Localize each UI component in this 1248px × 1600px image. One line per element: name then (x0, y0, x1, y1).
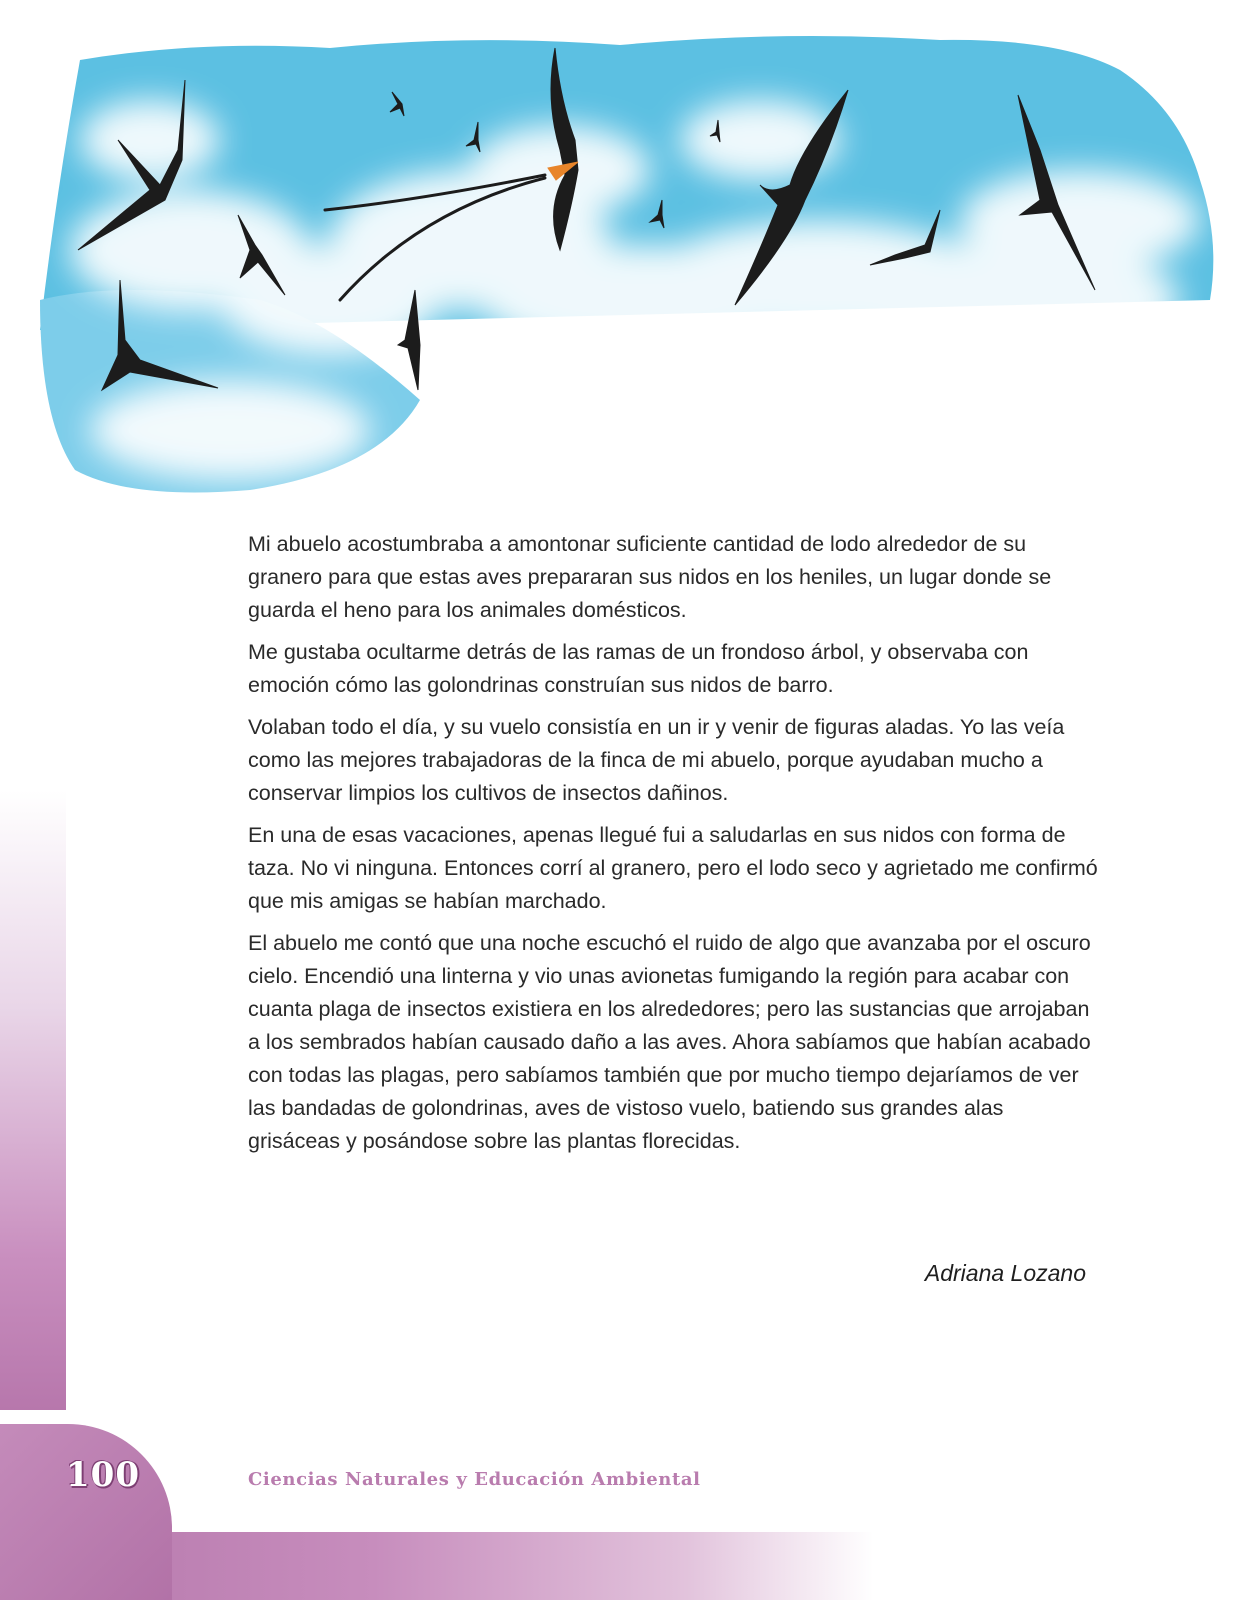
story-paragraph: En una de esas vacaciones, apenas llegué fui a saludarlas en sus nidos con forma de taza. No vi ninguna. Entonces corrí al granero, pero el lodo seco y agrietado me confirmó que mis amigas se habían marchado. (248, 823, 1098, 913)
story-paragraph: Mi abuelo acostumbraba a amontonar suficiente cantidad de lodo alrededor de su granero para que estas aves prepararan sus nidos en los heniles, un lugar donde se guarda el heno para los animales domésticos. (248, 532, 1052, 622)
book-title: Ciencias Naturales y Educación Ambiental (248, 1469, 701, 1490)
story-paragraph: El abuelo me contó que una noche escuchó el ruido de algo que avanzaba por el oscuro cielo. Encendió una linterna y vio unas avionetas fumigando la región para acabar con cuanta plaga de insectos existiera en los alrededores; pero las sustancias que arrojaban a los sembrados habían causado daño a las aves. Ahora sabíamos que habían acabado con todas las plagas, pero sabíamos también que por mucho tiempo dejaríamos de ver las bandadas de golondrinas, aves de vistoso vuelo, batiendo sus grandes alas grisáceas y posándose sobre las plantas florecidas. (248, 931, 1091, 1153)
page-number-tab (0, 1424, 172, 1600)
story-paragraph: Me gustaba ocultarme detrás de las ramas de un frondoso árbol, y observaba con emoción cómo las golondrinas construían sus nidos de barro. (248, 640, 1029, 697)
story-body (248, 528, 1098, 1167)
page-number: 100 (66, 1455, 140, 1495)
decorative-left-band (0, 790, 66, 1410)
decorative-bottom-band (0, 1532, 1248, 1600)
sky-wash (40, 36, 1213, 493)
story-paragraph: Volaban todo el día, y su vuelo consistía en un ir y venir de figuras aladas. Yo las veía como las mejores trabajadoras de la finca de mi abuelo, porque ayudaban mucho a conservar limpios los cultivos de insectos dañinos. (248, 715, 1065, 805)
sky-swallows-illustration (0, 0, 1248, 510)
author-signature: Adriana Lozano (924, 1260, 1086, 1286)
